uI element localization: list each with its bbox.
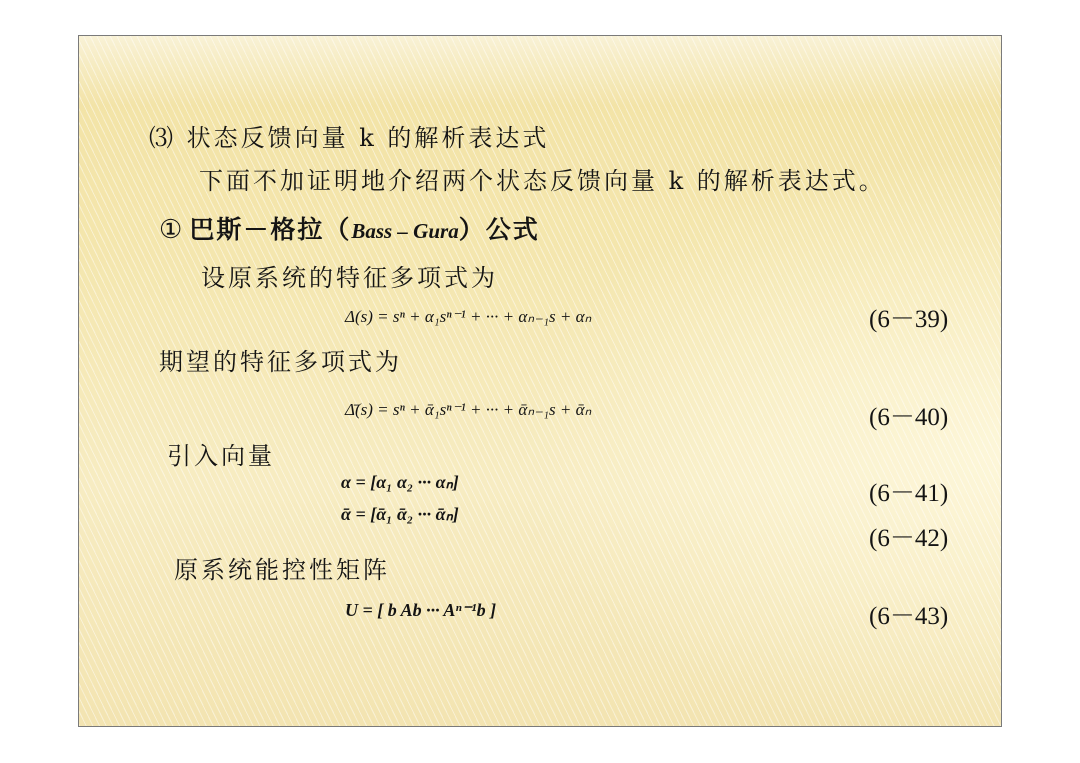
slide-top-fade <box>79 36 1001 106</box>
vector-text: 引入向量 <box>167 442 275 470</box>
equation-6-43: U = [ b Ab ··· Aⁿ⁻¹b ] <box>345 600 497 620</box>
method-title-pre: 巴斯－格拉（ <box>189 215 352 244</box>
slide <box>78 35 1002 727</box>
equation-6-40: Δ̄(s) = sⁿ + ᾱ₁sⁿ⁻¹ + ··· + ᾱₙ₋₁s + ᾱₙ <box>345 400 592 419</box>
label-6-43: (6－43) <box>869 603 949 630</box>
method-heading <box>159 210 540 246</box>
equation-6-41: α = [α₁ α₂ ··· αₙ] <box>341 472 459 492</box>
label-6-40: (6－40) <box>869 404 949 431</box>
label-6-39: (6－39) <box>869 306 949 333</box>
equation-6-42: ᾱ = [ᾱ₁ ᾱ₂ ··· ᾱₙ] <box>341 504 459 524</box>
heading-line: ⑶ 状态反馈向量 k 的解析表达式 <box>149 124 550 152</box>
intro-line: 下面不加证明地介绍两个状态反馈向量 k 的解析表达式。 <box>199 167 886 195</box>
orig-poly-text: 设原系统的特征多项式为 <box>201 264 498 292</box>
method-title-en: Bass – Gura <box>351 219 459 243</box>
method-title-post: ）公式 <box>458 215 540 244</box>
circled-number: ① <box>159 215 186 245</box>
desired-poly-text: 期望的特征多项式为 <box>159 348 402 376</box>
equation-6-39: Δ(s) = sⁿ + α₁sⁿ⁻¹ + ··· + αₙ₋₁s + αₙ <box>345 307 592 326</box>
ctrl-matrix-text: 原系统能控性矩阵 <box>174 556 390 584</box>
label-6-41: (6－41) <box>869 480 949 507</box>
label-6-42: (6－42) <box>869 525 949 552</box>
